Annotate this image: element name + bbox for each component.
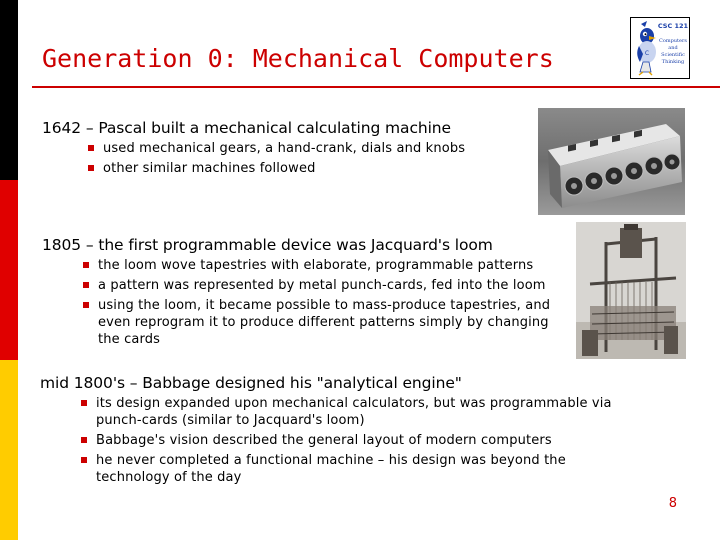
list-item: he never completed a functional machine – his design was beyond the technology of the day <box>96 452 616 486</box>
bullet-square-icon <box>81 400 87 406</box>
svg-text:C: C <box>644 50 650 57</box>
bullet-square-icon <box>81 457 87 463</box>
logo-line-3: Scientific <box>661 52 685 58</box>
list-item: using the loom, it became possible to mass-produce tapestries, and even reprogram it to produce different patterns simply by changing the cards <box>98 297 558 348</box>
course-logo <box>630 17 690 79</box>
logo-line-2: and <box>668 45 678 51</box>
list-item: the loom wove tapestries with elaborate, programmable patterns <box>98 257 576 274</box>
logo-line-1: Computers <box>659 38 687 44</box>
jacquard-loom-photo <box>576 222 686 359</box>
logo-line-4: Thinking <box>661 59 685 65</box>
section-heading: mid 1800's – Babbage designed his "analytical engine" <box>40 374 462 392</box>
page-number: 8 <box>668 496 677 511</box>
bullet-square-icon <box>81 437 87 443</box>
title-underline <box>32 86 720 88</box>
bullet-list <box>98 257 576 348</box>
bullet-list <box>103 140 465 177</box>
list-item: its design expanded upon mechanical calculators, but was programmable via punch-cards (similar to Jacquard's loom) <box>96 395 656 429</box>
list-item: used mechanical gears, a hand-crank, dials and knobs <box>103 140 465 157</box>
list-item: Babbage's vision described the general layout of modern computers <box>96 432 656 449</box>
list-item: a pattern was represented by metal punch-cards, fed into the loom <box>98 277 576 294</box>
bullet-square-icon <box>88 165 94 171</box>
section-babbage <box>40 374 656 486</box>
pascaline-photo <box>538 108 685 215</box>
side-band-black <box>0 0 18 180</box>
bullet-list <box>96 395 656 486</box>
list-item: other similar machines followed <box>103 160 465 177</box>
bullet-square-icon <box>83 262 89 268</box>
side-band-red <box>0 180 18 360</box>
bullet-square-icon <box>83 302 89 308</box>
logo-course-code: CSC 121 <box>657 22 688 30</box>
slide-title: Generation 0: Mechanical Computers <box>42 44 554 73</box>
section-pascal <box>42 119 465 177</box>
side-band-yellow <box>0 360 18 540</box>
section-heading: 1642 – Pascal built a mechanical calculating machine <box>42 119 451 137</box>
bullet-square-icon <box>88 145 94 151</box>
bullet-square-icon <box>83 282 89 288</box>
section-heading: 1805 – the first programmable device was Jacquard's loom <box>42 236 493 254</box>
section-jacquard <box>42 236 576 348</box>
